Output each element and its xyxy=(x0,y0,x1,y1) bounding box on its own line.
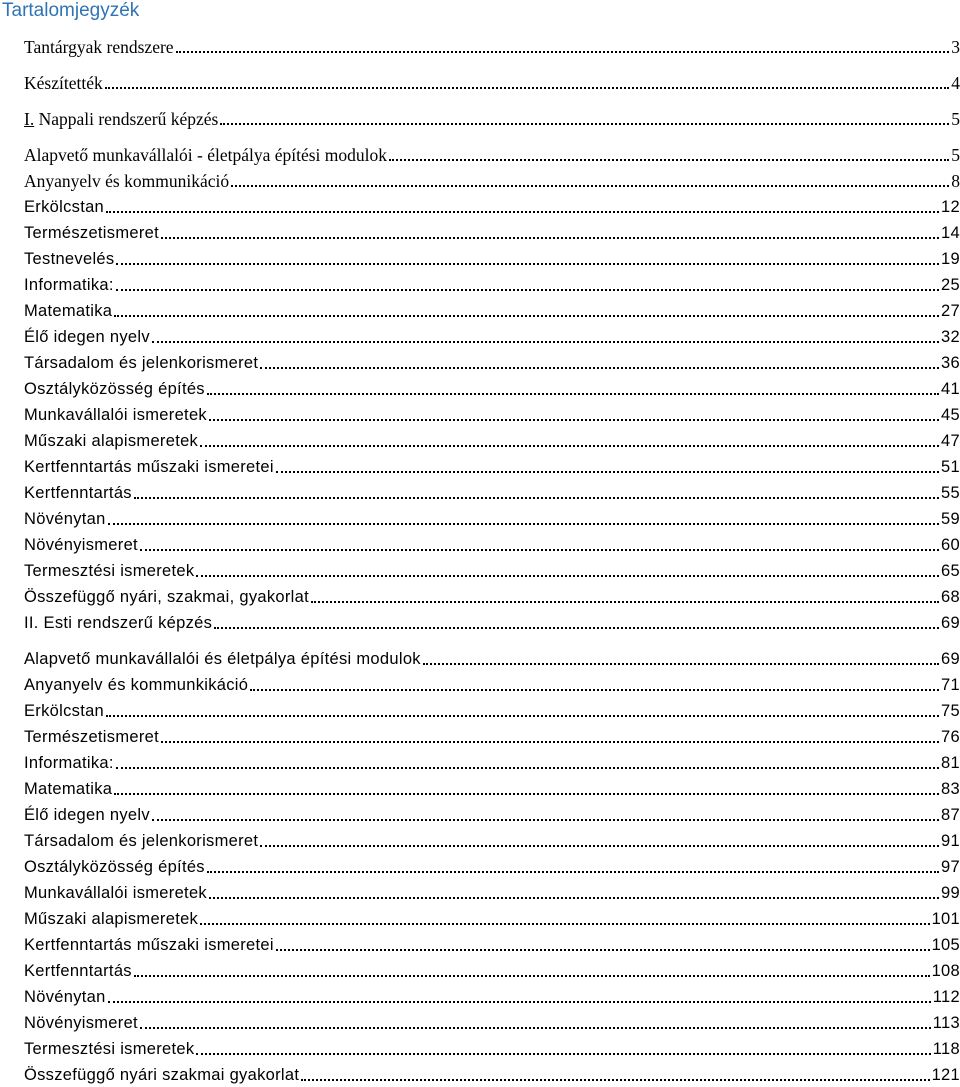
dot-leader xyxy=(207,392,939,395)
toc-entry[interactable] xyxy=(24,272,960,296)
toc-entry[interactable] xyxy=(24,70,960,94)
dot-leader xyxy=(200,922,929,925)
toc-entry-label: Matematika xyxy=(24,302,113,320)
toc-entry-page: 65 xyxy=(941,562,960,580)
toc-entry[interactable] xyxy=(24,168,960,192)
toc-entry[interactable] xyxy=(24,298,960,322)
toc-entry-page: 59 xyxy=(941,510,960,528)
toc-entry-page: 69 xyxy=(941,614,960,632)
toc-entry-page: 36 xyxy=(941,354,960,372)
toc-entry-page: 68 xyxy=(941,588,960,606)
toc-entry[interactable] xyxy=(24,376,960,400)
toc-entry-label: Növénytan xyxy=(24,988,106,1006)
toc-entry-number: I. xyxy=(24,109,35,129)
toc-entry-page: 8 xyxy=(951,171,960,191)
dot-leader xyxy=(209,418,939,421)
dot-leader xyxy=(276,948,930,951)
toc-entry-page: 75 xyxy=(941,702,960,720)
toc-entry[interactable] xyxy=(24,246,960,270)
toc-entry-page: 101 xyxy=(931,910,960,928)
dot-leader xyxy=(207,870,939,873)
dot-leader xyxy=(423,662,939,665)
toc-entry[interactable] xyxy=(24,828,960,852)
toc-entry-page: 71 xyxy=(941,676,960,694)
toc-entry-page: 121 xyxy=(931,1066,960,1084)
dot-leader xyxy=(200,444,939,447)
toc-entry-label: Termesztési ismeretek xyxy=(24,1040,195,1058)
dot-leader xyxy=(152,340,939,343)
toc-entry[interactable] xyxy=(24,724,960,748)
toc-entry[interactable] xyxy=(24,646,960,670)
toc-entry[interactable] xyxy=(24,532,960,556)
toc-entry-page: 91 xyxy=(941,832,960,850)
toc-entry-label: Növénytan xyxy=(24,510,106,528)
dot-leader xyxy=(140,1026,931,1029)
toc-entry-page: 60 xyxy=(941,536,960,554)
toc-entry-label: Társadalom és jelenkorismeret xyxy=(24,354,259,372)
toc-entry-page: 55 xyxy=(941,484,960,502)
toc-entry-label: Kertfenntartás műszaki ismeretei xyxy=(24,936,274,954)
toc-entry-page: 113 xyxy=(932,1014,960,1032)
toc-entry-label: Erkölcstan xyxy=(24,702,105,720)
dot-leader xyxy=(105,86,950,89)
toc-entry-label: Tantárgyak rendszere xyxy=(24,37,174,57)
toc-entry-label: Műszaki alapismeretek xyxy=(24,910,199,928)
toc-entry[interactable] xyxy=(24,610,960,634)
toc-entry[interactable] xyxy=(24,802,960,826)
toc-entry-label: Alapvető munkavállalói és életpálya építési modulok xyxy=(24,650,421,668)
dot-leader xyxy=(220,122,949,125)
dot-leader xyxy=(152,818,939,821)
dot-leader xyxy=(114,314,939,317)
toc-entry[interactable] xyxy=(24,428,960,452)
dot-leader xyxy=(108,522,939,525)
toc-entry-page: 19 xyxy=(941,250,960,268)
dot-leader xyxy=(214,626,939,629)
toc-entry-page: 105 xyxy=(931,936,960,954)
dot-leader xyxy=(114,792,939,795)
toc-entry-label: Informatika: xyxy=(24,754,114,772)
dot-leader xyxy=(134,496,939,499)
dot-leader xyxy=(250,688,939,691)
toc-entry-page: 4 xyxy=(951,73,960,93)
dot-leader xyxy=(116,288,939,291)
toc-entry-label: Összefüggő nyári szakmai gyakorlat xyxy=(24,1066,300,1084)
toc-entry-label: Alapvető munkavállalói - életpálya építési modulok xyxy=(24,145,388,165)
toc-entry-label: Osztályközösség építés xyxy=(24,380,205,398)
dot-leader xyxy=(116,766,939,769)
toc-entry[interactable] xyxy=(24,750,960,774)
toc-entry-label: Anyanyelv és kommunikáció xyxy=(24,171,230,191)
toc-entry-page: 12 xyxy=(941,198,960,216)
toc-entry-page: 97 xyxy=(941,858,960,876)
toc-entry-page: 32 xyxy=(941,328,960,346)
dot-leader xyxy=(140,548,939,551)
toc-entry[interactable] xyxy=(24,350,960,374)
toc-entry-page: 5 xyxy=(951,145,960,165)
toc-entry-text: Nappali rendszerű képzés xyxy=(34,109,219,129)
toc-entry-page: 27 xyxy=(941,302,960,320)
dot-leader xyxy=(176,50,950,53)
dot-leader xyxy=(276,470,939,473)
toc-entry-label: Matematika xyxy=(24,780,113,798)
toc-entry-label: Összefüggő nyári, szakmai, gyakorlat xyxy=(24,588,309,606)
dot-leader xyxy=(311,600,939,603)
toc-entry[interactable] xyxy=(24,984,960,1008)
toc-entry[interactable] xyxy=(24,880,960,904)
toc-entry[interactable] xyxy=(24,776,960,800)
dot-leader xyxy=(260,844,939,847)
toc-entry-page: 118 xyxy=(932,1040,960,1058)
toc-entry-page: 81 xyxy=(941,754,960,772)
toc-entry-page: 5 xyxy=(951,109,960,129)
dot-leader xyxy=(301,1078,929,1081)
toc-entry-label: Termesztési ismeretek xyxy=(24,562,195,580)
toc-entry-page: 108 xyxy=(931,962,960,980)
toc-entry-page: 76 xyxy=(941,728,960,746)
toc-entry-label: Készítették xyxy=(24,73,103,93)
toc-entry[interactable] xyxy=(24,1062,960,1086)
toc-entry-page: 51 xyxy=(941,458,960,476)
dot-leader xyxy=(260,366,939,369)
toc-entry[interactable] xyxy=(24,584,960,608)
dot-leader xyxy=(106,210,939,213)
toc-entry-label: Informatika: xyxy=(24,276,114,294)
toc-entry[interactable] xyxy=(24,854,960,878)
toc-entry[interactable] xyxy=(24,958,960,982)
toc-entry-page: 112 xyxy=(932,988,960,1006)
toc-entry-page: 14 xyxy=(941,224,960,242)
toc-entry-label: Növényismeret xyxy=(24,536,138,554)
toc-entry[interactable] xyxy=(24,480,960,504)
toc-entry-label: Társadalom és jelenkorismeret xyxy=(24,832,259,850)
toc-entry-page: 47 xyxy=(941,432,960,450)
toc-entry[interactable] xyxy=(24,194,960,218)
dot-leader xyxy=(161,236,939,239)
toc-entry-label: Természetismeret xyxy=(24,728,159,746)
toc-entry-label: Munkavállalói ismeretek xyxy=(24,406,207,424)
toc-entry-label: II. Esti rendszerű képzés xyxy=(24,614,213,632)
toc-entry[interactable] xyxy=(24,1036,960,1060)
toc-entry-label xyxy=(24,108,218,130)
toc-entry[interactable] xyxy=(24,454,960,478)
toc-entry[interactable] xyxy=(24,402,960,426)
toc-entry-label: Testnevelés xyxy=(24,250,115,268)
toc-entry-page: 69 xyxy=(941,650,960,668)
toc-entry-page: 83 xyxy=(941,780,960,798)
toc-entry-page: 87 xyxy=(941,806,960,824)
toc-entry-label: Munkavállalói ismeretek xyxy=(24,884,207,902)
dot-leader xyxy=(116,262,939,265)
toc-entry-label: Természetismeret xyxy=(24,224,159,242)
dot-leader xyxy=(106,714,939,717)
toc-entry[interactable] xyxy=(24,34,960,58)
dot-leader xyxy=(196,1052,930,1055)
toc-entry[interactable] xyxy=(24,932,960,956)
toc-entry-label: Erkölcstan xyxy=(24,198,105,216)
toc-entry-label: Kertfenntartás műszaki ismeretei xyxy=(24,458,274,476)
toc-entry-page: 45 xyxy=(941,406,960,424)
toc-entry[interactable] xyxy=(24,506,960,530)
toc-entry-page: 3 xyxy=(951,37,960,57)
toc-entry[interactable] xyxy=(24,558,960,582)
dot-leader xyxy=(196,574,939,577)
toc-entry-label: Osztályközösség építés xyxy=(24,858,205,876)
toc-entry[interactable] xyxy=(24,220,960,244)
toc-entry-label: Anyanyelv és kommunkikáció xyxy=(24,676,249,694)
toc-entry-page: 99 xyxy=(941,884,960,902)
dot-leader xyxy=(209,896,939,899)
toc-entry-label: Műszaki alapismeretek xyxy=(24,432,199,450)
toc-entry[interactable] xyxy=(24,142,960,166)
toc-entry[interactable] xyxy=(24,106,960,130)
toc-entry[interactable] xyxy=(24,906,960,930)
toc-entry[interactable] xyxy=(24,672,960,696)
toc-entry-label: Növényismeret xyxy=(24,1014,138,1032)
toc-entry[interactable] xyxy=(24,1010,960,1034)
dot-leader xyxy=(108,1000,931,1003)
toc-entry-page: 25 xyxy=(941,276,960,294)
dot-leader xyxy=(134,974,930,977)
toc-entry-label: Kertfenntartás xyxy=(24,484,132,502)
dot-leader xyxy=(161,740,939,743)
toc-title: Tartalomjegyzék xyxy=(2,0,140,21)
toc-entry-page: 41 xyxy=(941,380,960,398)
toc-entry-label: Élő idegen nyelv xyxy=(24,328,150,346)
toc-entry[interactable] xyxy=(24,698,960,722)
dot-leader xyxy=(231,184,949,187)
toc-entry-label: Kertfenntartás xyxy=(24,962,132,980)
toc-entry-label: Élő idegen nyelv xyxy=(24,806,150,824)
toc-entry[interactable] xyxy=(24,324,960,348)
dot-leader xyxy=(389,158,949,161)
